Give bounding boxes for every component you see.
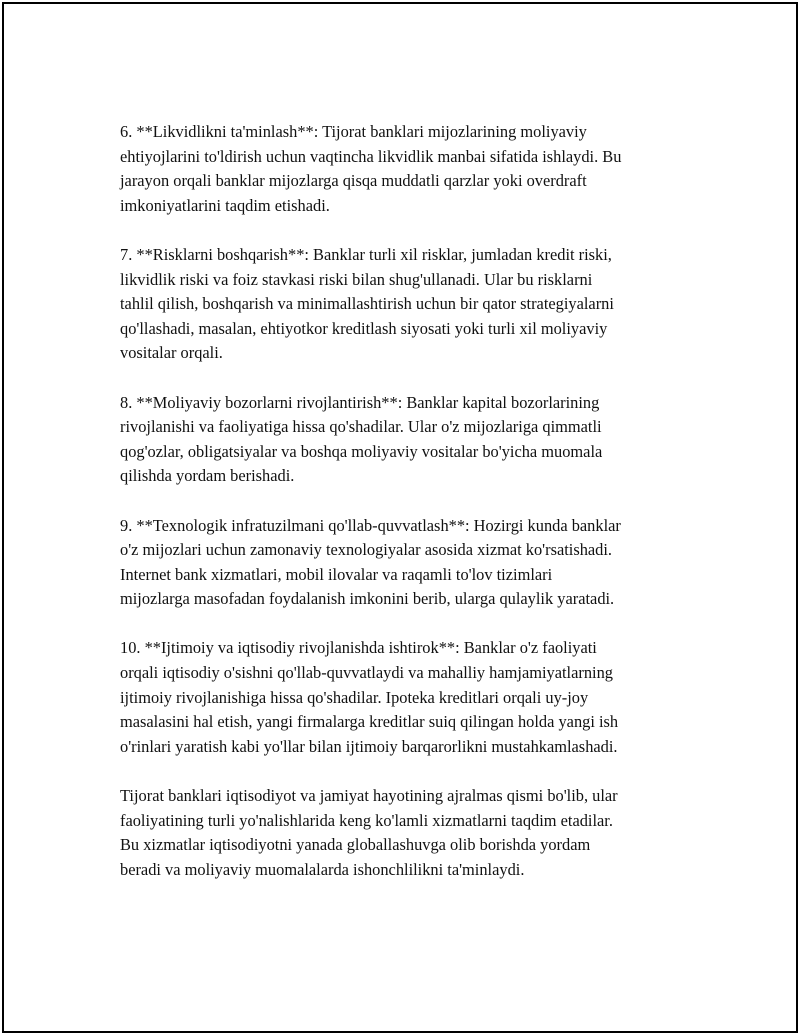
text-line: 8. **Moliyaviy bozorlarni rivojlantirish**: Banklar kapital bozorlarining	[120, 392, 600, 412]
text-line: rivojlanishi va faoliyatiga hissa qo'shadilar. Ular o'z mijozlariga qimmatli	[120, 417, 602, 437]
text-line: 10. **Ijtimoiy va iqtisodiy rivojlanishda ishtirok**: Banklar o'z faoliyati	[120, 638, 597, 658]
text-line: ehtiyojlarini to'ldirish uchun vaqtincha likvidlik manbai sifatida ishlaydi. Bu	[120, 146, 622, 166]
document-body	[120, 120, 700, 907]
text-line: vositalar orqali.	[120, 343, 223, 363]
text-line: qo'llashadi, masalan, ehtiyotkor kreditlash siyosati yoki turli xil moliyaviy	[120, 318, 608, 338]
text-line: masalasini hal etish, yangi firmalarga kreditlar suiq qilingan holda yangi ish	[120, 712, 619, 732]
paragraph-financial-markets	[120, 391, 700, 489]
text-line: jarayon orqali banklar mijozlarga qisqa muddatli qarzlar yoki overdraft	[120, 171, 587, 191]
text-line: orqali iqtisodiy o'sishni qo'llab-quvvatlaydi va mahalliy hamjamiyatlarning	[120, 663, 613, 683]
paragraph-technology	[120, 514, 700, 612]
text-line: faoliyatining turli yo'nalishlarida keng ko'lamli xizmatlarni taqdim etadilar.	[120, 810, 613, 830]
paragraph-social-development	[120, 636, 700, 759]
text-line: mijozlarga masofadan foydalanish imkonini berib, ularga qulaylik yaratadi.	[120, 589, 615, 609]
text-line: qilishda yordam berishadi.	[120, 466, 295, 486]
text-line: tahlil qilish, boshqarish va minimallashtirish uchun bir qator strategiyalarni	[120, 294, 614, 314]
text-line: Tijorat banklari iqtisodiyot va jamiyat hayotining ajralmas qismi bo'lib, ular	[120, 786, 618, 806]
page-frame	[2, 2, 798, 1033]
text-line: o'z mijozlari uchun zamonaviy texnologiyalar asosida xizmat ko'rsatishadi.	[120, 540, 613, 560]
text-line: Bu xizmatlar iqtisodiyotni yanada globallashuvga olib borishda yordam	[120, 835, 591, 855]
paragraph-liquidity	[120, 120, 700, 218]
paragraph-risk-management	[120, 243, 700, 366]
text-line: ijtimoiy rivojlanishiga hissa qo'shadilar. Ipoteka kreditlari orqali uy-joy	[120, 687, 589, 707]
text-line: likvidlik riski va foiz stavkasi riski bilan shug'ullanadi. Ular bu risklarni	[120, 269, 593, 289]
text-line: Internet bank xizmatlari, mobil ilovalar va raqamli to'lov tizimlari	[120, 564, 553, 584]
text-line: 7. **Risklarni boshqarish**: Banklar turli xil risklar, jumladan kredit riski,	[120, 244, 612, 264]
text-line: 6. **Likvidlikni ta'minlash**: Tijorat banklari mijozlarining moliyaviy	[120, 122, 587, 141]
paragraph-conclusion	[120, 784, 700, 882]
text-line: qog'ozlar, obligatsiyalar va boshqa moliyaviy vositalar bo'yicha muomala	[120, 441, 603, 461]
text-line: beradi va moliyaviy muomalalarda ishonchlilikni ta'minlaydi.	[120, 859, 525, 879]
text-line: 9. **Texnologik infratuzilmani qo'llab-quvvatlash**: Hozirgi kunda banklar	[120, 515, 621, 535]
text-line: o'rinlari yaratish kabi yo'llar bilan ijtimoiy barqarorlikni mustahkamlashadi.	[120, 736, 618, 756]
text-line: imkoniyatlarini taqdim etishadi.	[120, 195, 330, 215]
